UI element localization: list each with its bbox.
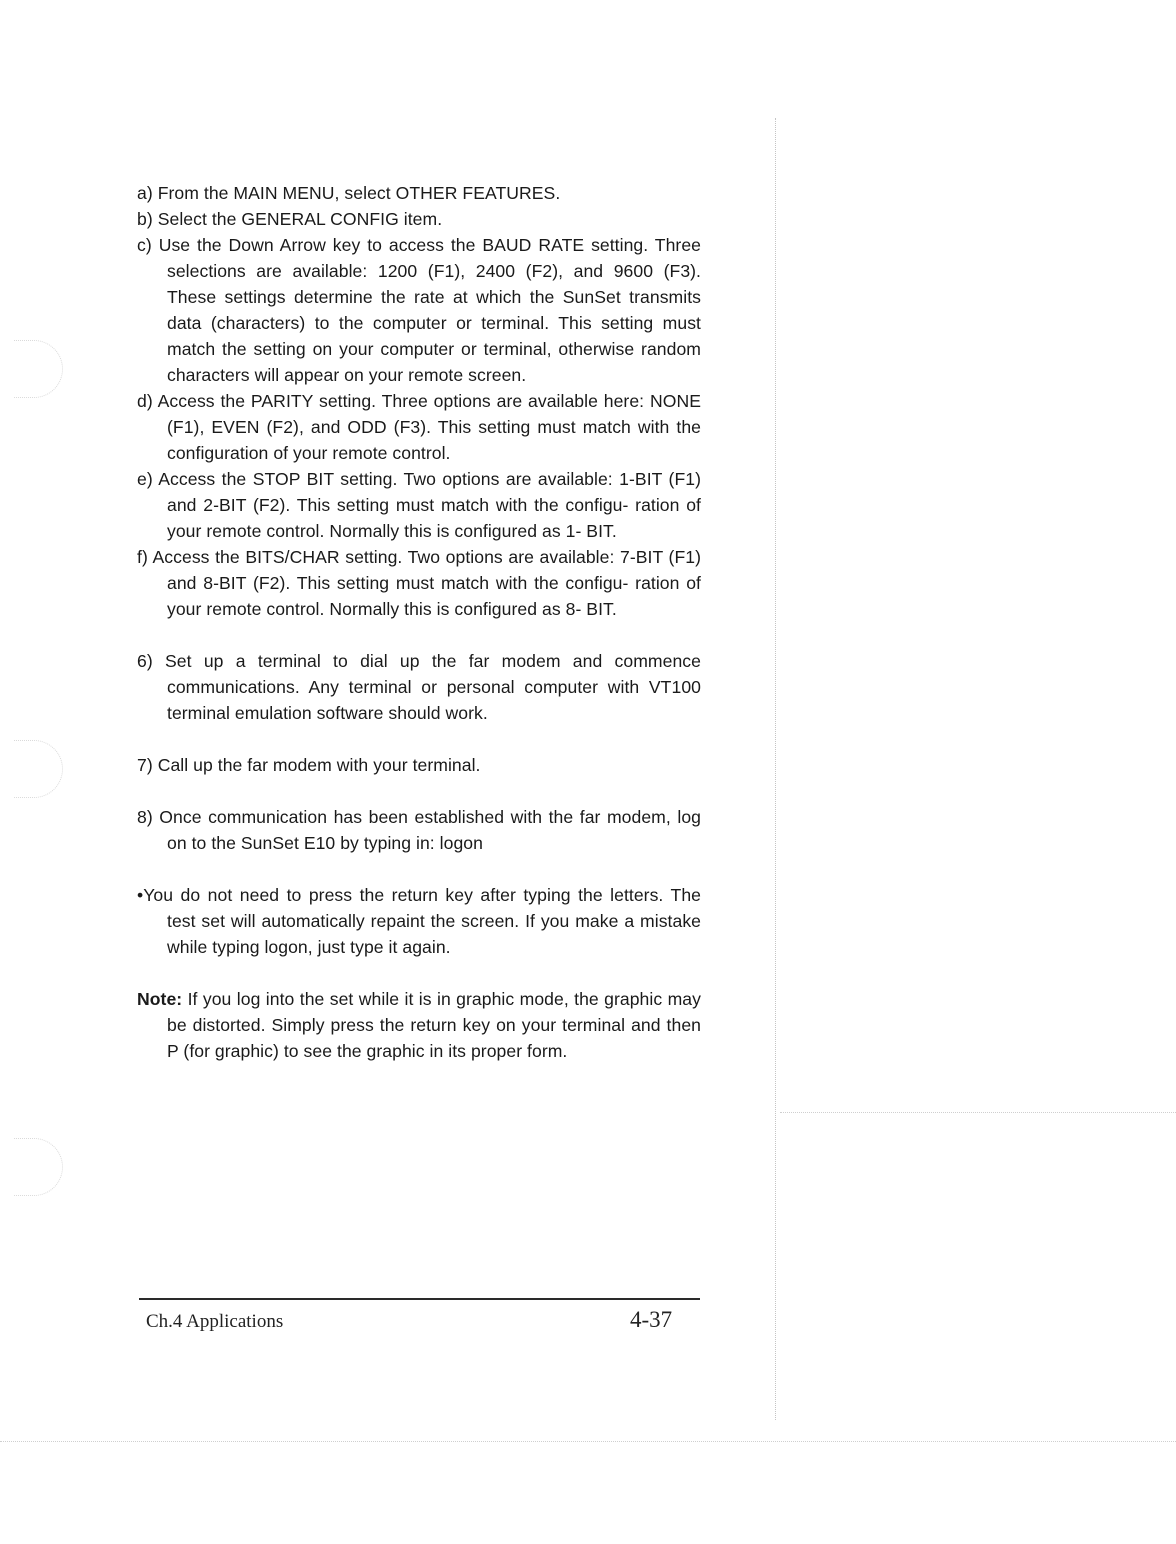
scan-mark-line: [780, 1112, 1176, 1113]
step-text: Access the BITS/CHAR setting. Two options are available: 7-BIT (F1) and 8-BIT (F2). This setting must match with the configu- ration of your remote control. Normally this is configured as 8- BIT.: [152, 547, 701, 619]
punch-hole-bottom: [14, 1138, 63, 1196]
step-text: Use the Down Arrow key to access the BAUD RATE setting. Three selections are available: 1200 (F1), 2400 (F2), and 9600 (F3). These settings determine the rate at which the SunSet transmits data (characters) to the computer or terminal. This setting must match the setting on your computer or terminal, otherwise random characters will appear on your remote screen.: [158, 235, 701, 385]
bullet-icon: •: [137, 885, 144, 905]
footer-section-title: Ch.4 Applications: [146, 1311, 284, 1332]
punch-hole-middle: [14, 740, 63, 798]
note-label: Note:: [137, 989, 183, 1009]
footer-rule: [139, 1298, 700, 1300]
step-label: 6): [137, 651, 153, 671]
step-text: Once communication has been established with the far modem, log on to the SunSet E10 by typing in: logon: [159, 807, 701, 853]
punch-hole-top: [14, 340, 63, 398]
step-c: [137, 232, 701, 388]
step-7: [137, 752, 701, 778]
step-b: [137, 206, 701, 232]
note-text: If you log into the set while it is in graphic mode, the graphic may be distorted. Simply press the return key on your terminal and then P (for graphic) to see the graphic in its proper form.: [167, 989, 701, 1061]
step-text: Access the STOP BIT setting. Two options are available: 1-BIT (F1) and 2-BIT (F2). This setting must match with the configu- ration of your remote control. Normally this is configured as 1- BIT.: [158, 469, 701, 541]
step-text: From the MAIN MENU, select OTHER FEATURES.: [157, 183, 561, 203]
scan-bottom-edge: [0, 1441, 1176, 1442]
step-6: [137, 648, 701, 726]
step-label: c): [137, 235, 152, 255]
step-label: a): [137, 183, 153, 203]
step-text: Call up the far modem with your terminal.: [157, 755, 481, 775]
step-a: [137, 180, 701, 206]
step-label: 8): [137, 807, 153, 827]
step-label: d): [137, 391, 153, 411]
step-8: [137, 804, 701, 856]
step-text: Select the GENERAL CONFIG item.: [157, 209, 443, 229]
step-text: Access the PARITY setting. Three options are available here: NONE (F1), EVEN (F2), and ODD (F3). This setting must match with the configuration of your remote control.: [157, 391, 701, 463]
step-e: [137, 466, 701, 544]
step-f: [137, 544, 701, 622]
step-label: 7): [137, 755, 153, 775]
page-number: 4-37: [630, 1307, 673, 1332]
step-text: You do not need to press the return key after typing the letters. The test set will automatically repaint the screen. If you make a mistake while typing logon, just type it again.: [143, 885, 701, 957]
bullet-tip: [137, 882, 701, 960]
step-d: [137, 388, 701, 466]
step-label: f): [137, 547, 148, 567]
step-label: e): [137, 469, 153, 489]
note-paragraph: [137, 986, 701, 1064]
page-body: [137, 180, 701, 1064]
step-text: Set up a terminal to dial up the far modem and commence communications. Any terminal or personal computer with VT100 terminal emulation software should work.: [165, 651, 701, 723]
scan-margin-line: [775, 118, 776, 1420]
step-label: b): [137, 209, 153, 229]
